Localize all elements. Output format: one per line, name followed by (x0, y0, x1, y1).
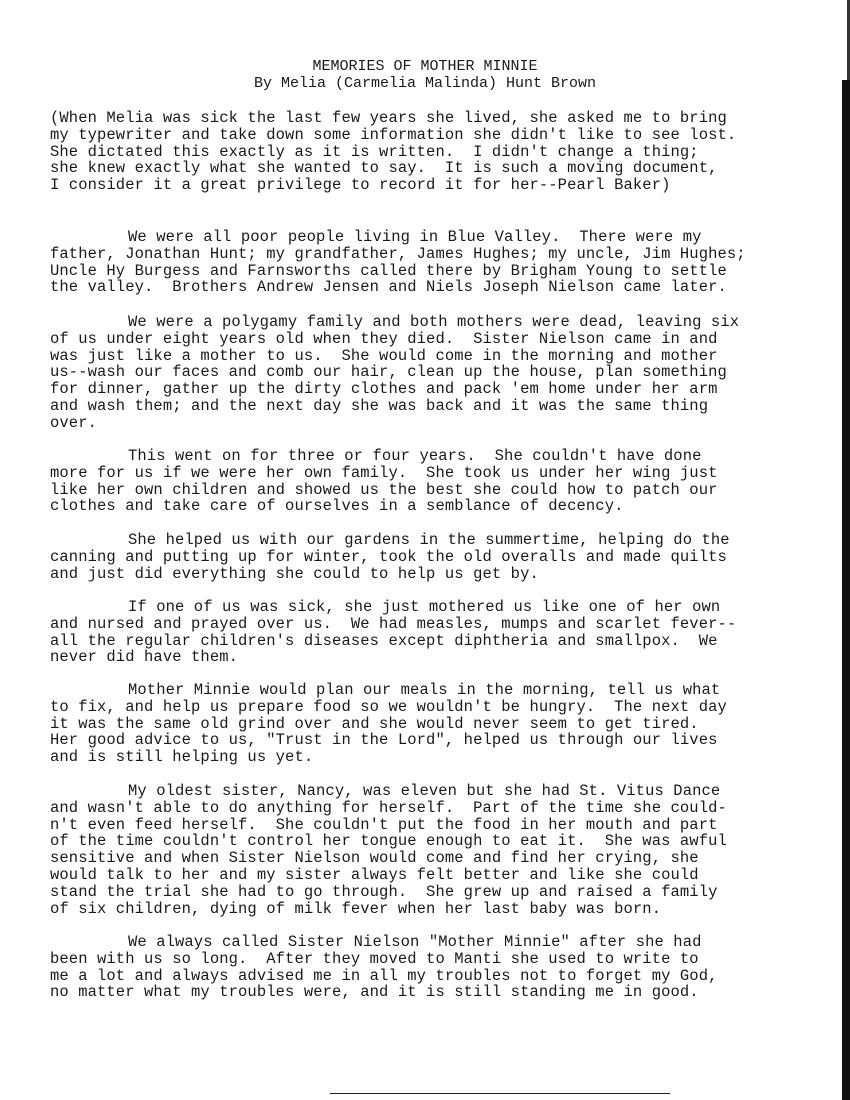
text-line: of six children, dying of milk fever when her last baby was born. (50, 899, 662, 918)
text-line: for dinner, gather up the dirty clothes and pack 'em home under her arm (50, 380, 718, 399)
text-line: and nursed and prayed over us. We had measles, mumps and scarlet fever-- (50, 614, 737, 633)
text-line: stand the trial she had to go through. She grew up and raised a family (50, 882, 718, 901)
text-line: the valley. Brothers Andrew Jensen and Niels Joseph Nielson came later. (50, 278, 727, 297)
text-line: canning and putting up for winter, took the old overalls and made quilts (50, 547, 727, 566)
text-line: to fix, and help us prepare food so we wouldn't be hungry. The next day (50, 697, 727, 716)
text-line: My oldest sister, Nancy, was eleven but she had St. Vitus Dance (128, 782, 721, 800)
text-line: she knew exactly what she wanted to say. It is such a moving document, (50, 159, 718, 178)
text-line: and wash them; and the next day she was back and it was the same thing (50, 396, 709, 415)
text-line: We were a polygamy family and both mothers were dead, leaving six (128, 313, 740, 331)
text-line: all the regular children's diseases except diphtheria and smallpox. We (50, 631, 718, 650)
paragraph-oldest-sister (50, 783, 810, 917)
text-line: We were all poor people living in Blue Valley. There were my (128, 228, 702, 246)
paragraph-polygamy-family (50, 314, 810, 432)
text-line: Uncle Hy Burgess and Farnsworths called there by Brigham Young to settle (50, 261, 727, 280)
scan-edge (842, 80, 850, 1100)
text-line: it was the same old grind over and she would never seem to get tired. (50, 714, 699, 733)
paragraph-blue-valley (50, 229, 810, 296)
text-line: I consider it a great privilege to record it for her--Pearl Baker) (50, 176, 671, 195)
text-line: If one of us was sick, she just mothered us like one of her own (128, 598, 721, 616)
paragraph-mother-minnie (50, 934, 810, 1001)
text-line: (When Melia was sick the last few years she lived, she asked me to bring (50, 109, 727, 127)
text-line: never did have them. (50, 648, 239, 667)
text-line: clothes and take care of ourselves in a semblance of decency. (50, 497, 624, 516)
text-line: and wasn't able to do anything for herself. Part of the time she could- (50, 798, 727, 817)
document-byline: By Melia (Carmelia Malinda) Hunt Brown (253, 75, 597, 92)
text-line: over. (50, 413, 98, 432)
document-title: MEMORIES OF MOTHER MINNIE (312, 58, 538, 75)
title-block (0, 58, 850, 92)
text-line: and is still helping us yet. (50, 748, 314, 767)
text-line: like her own children and showed us the best she could how to patch our (50, 480, 718, 499)
text-line: no matter what my troubles were, and it is still standing me in good. (50, 983, 699, 1002)
text-line: and just did everything she could to help us get by. (50, 564, 539, 583)
text-line: was just like a mother to us. She would come in the morning and mother (50, 346, 718, 365)
paragraph-sickness (50, 599, 810, 666)
intro-note-paragraph (50, 110, 810, 194)
text-line: father, Jonathan Hunt; my grandfather, James Hughes; my uncle, Jim Hughes; (50, 244, 746, 263)
text-line: She helped us with our gardens in the summertime, helping do the (128, 531, 730, 549)
footer-rule (330, 1093, 670, 1094)
text-line: of us under eight years old when they died. Sister Nielson came in and (50, 329, 718, 348)
text-line: She dictated this exactly as it is written. I didn't change a thing; (50, 142, 699, 161)
text-line: my typewriter and take down some information she didn't like to see lost. (50, 125, 737, 144)
paragraph-meals (50, 682, 810, 766)
text-line: been with us so long. After they moved to Manti she used to write to (50, 949, 699, 968)
text-line: would talk to her and my sister always felt better and like she could (50, 865, 699, 884)
paragraph-three-four-years (50, 448, 810, 515)
text-line: more for us if we were her own family. She took us under her wing just (50, 463, 718, 482)
text-line: Mother Minnie would plan our meals in the morning, tell us what (128, 681, 721, 699)
text-line: us--wash our faces and comb our hair, clean up the house, plan something (50, 363, 727, 382)
text-line: Her good advice to us, "Trust in the Lord", helped us through our lives (50, 731, 718, 750)
text-line: This went on for three or four years. She couldn't have done (128, 447, 702, 465)
paragraph-gardens (50, 532, 810, 582)
text-line: sensitive and when Sister Nielson would come and find her crying, she (50, 849, 699, 868)
text-line: n't even feed herself. She couldn't put the food in her mouth and part (50, 815, 718, 834)
text-line: me a lot and always advised me in all my troubles not to forget my God, (50, 966, 718, 985)
text-line: of the time couldn't control her tongue enough to eat it. She was awful (50, 832, 727, 851)
text-line: We always called Sister Nielson "Mother Minnie" after she had (128, 933, 702, 951)
